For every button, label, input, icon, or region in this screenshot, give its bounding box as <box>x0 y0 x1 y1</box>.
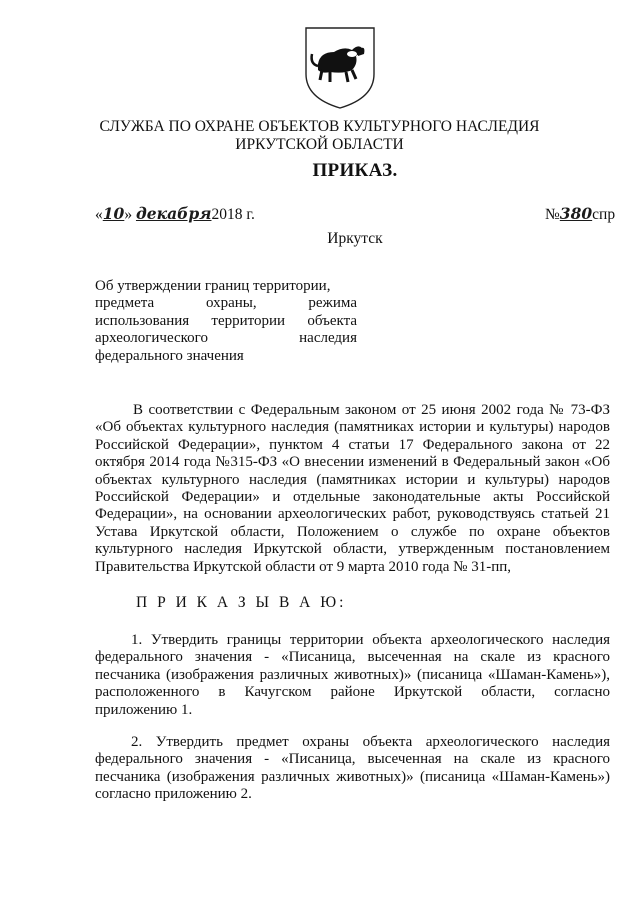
item2-line: согласно приложению 2. <box>95 786 252 803</box>
order-word: П Р И К А З Ы В А Ю: <box>136 594 347 611</box>
document-type <box>0 160 639 182</box>
subject-word: наследия <box>299 330 357 347</box>
subject-word: федерального значения <box>95 347 244 364</box>
item2-line: 2. Утвердить предмет охраны объекта археологического наследия <box>131 734 610 750</box>
item2-line: песчаника (изображения различных животных)» (писаница «Шаман-Камень») <box>95 768 610 785</box>
order-number-value: 380 <box>559 204 593 223</box>
preamble-line: В соответствии с Федеральным законом от 25 июня 2002 года № 73-ФЗ <box>133 402 610 418</box>
date-year: 2018 г. <box>211 206 255 223</box>
subject-line <box>95 348 357 365</box>
paragraph-line <box>95 402 610 419</box>
preamble-line: Федерации», на основании археологических работ, руководствуясь статьей 21 <box>95 506 610 523</box>
subject-line <box>95 295 357 312</box>
subject-word: охраны, <box>205 295 257 312</box>
item1-line: расположенного в Качугском районе Иркутской области, согласно <box>95 684 610 701</box>
item2-line: федерального значения - «Писаница, высеченная на скале из красного <box>95 751 610 768</box>
subject-word: Об утверждении границ территории, <box>95 278 331 294</box>
order-number-suffix: спр <box>592 206 616 223</box>
order-item-1 <box>95 632 610 719</box>
subject-line <box>95 330 357 347</box>
date-quote-open: « <box>95 206 103 223</box>
paragraph-line <box>95 632 610 649</box>
subject-word: археологического <box>95 330 208 347</box>
preamble-line: «Об объектах культурного наследия (памятниках истории и культуры) народов <box>95 419 610 436</box>
item1-line: 1. Утвердить границы территории объекта археологического наследия <box>131 632 610 648</box>
subject-word: предмета <box>95 295 155 312</box>
subject-line <box>95 313 357 330</box>
order-date <box>95 204 255 224</box>
subject-line <box>95 278 357 295</box>
preamble-line: Устава Иркутской области, Положением о службе по охране объектов <box>95 523 610 540</box>
subject-word: использования <box>95 312 190 329</box>
document-type-dot: . <box>392 160 398 181</box>
preamble-paragraph <box>95 402 610 576</box>
preamble-line: Правительства Иркутской области от 9 марта 2010 года № 31-пп, <box>95 558 511 575</box>
document-type-label: ПРИКАЗ <box>312 160 393 181</box>
preamble-line: октября 2014 года №315-ФЗ «О внесении изменений в Федеральный закон «Об <box>95 454 610 471</box>
item1-line: песчаника (изображения различных животных)» (писаница «Шаман-Камень»), <box>95 666 610 683</box>
order-number <box>545 204 615 224</box>
item1-line: федерального значения - «Писаница, высеченная на скале из красного <box>95 649 610 666</box>
date-day: 10 <box>102 204 125 223</box>
date-quote-close: » <box>124 206 133 223</box>
order-number-prefix: № <box>545 206 560 223</box>
order-item-2 <box>95 734 610 804</box>
organization-name-line1: СЛУЖБА ПО ОХРАНЕ ОБЪЕКТОВ КУЛЬТУРНОГО НАСЛЕДИЯ <box>99 118 540 135</box>
item1-line: приложению 1. <box>95 701 193 718</box>
paragraph-line <box>95 734 610 751</box>
preamble-line: объектах культурного наследия (памятниках истории и культуры) народов <box>95 471 610 488</box>
organization-name-line2: ИРКУТСКОЙ ОБЛАСТИ <box>235 136 404 153</box>
irkutsk-coat-of-arms-icon <box>300 24 380 110</box>
subject-word: территории <box>211 312 286 329</box>
subject-word: объекта <box>307 312 357 329</box>
subject-word: режима <box>308 295 357 312</box>
preamble-line: Российской Федерации», пунктом 4 статьи 17 Федерального закона от 22 <box>95 436 610 453</box>
order-subject <box>95 278 357 365</box>
preamble-line: Российской Федерации» и отдельные законодательные акты Российской <box>95 489 610 506</box>
city: Иркутск <box>327 230 383 247</box>
preamble-line: культурного наследия Иркутской области, утвержденным постановлением <box>95 541 610 558</box>
date-month: декабря <box>135 204 212 223</box>
